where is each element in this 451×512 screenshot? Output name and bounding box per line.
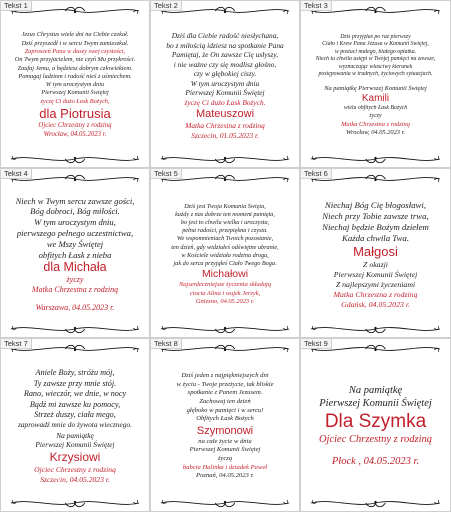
- verse-line: Niechaj Bóg Cię błogosławi,: [324, 199, 427, 210]
- recipient-name: Krzysiowi: [49, 450, 101, 465]
- date-line: Płock , 04.05.2023 r.: [331, 456, 420, 467]
- verse-line: pełna radości, przepiękna i czysta.: [182, 227, 268, 235]
- recipient-name: dla Michała: [43, 260, 107, 275]
- tile-text: [305, 186, 446, 323]
- verse-line: obfitych Łask z nieba: [38, 249, 112, 260]
- verse-line: Pierwszej Komunii Świętej: [35, 440, 115, 450]
- ornament-bottom-icon: [307, 323, 444, 335]
- verse-line: Jezus Chrystus wiele dni na Ciebie czekał.: [21, 31, 129, 39]
- verse-line: Niechaj będzie Bożym dziełem: [322, 221, 429, 232]
- tile-text: [5, 356, 145, 497]
- verse-line: Dziś jeden z najpiękniejszych dni: [181, 372, 269, 380]
- text-tile-4[interactable]: [0, 168, 150, 338]
- recipient-name: dla Piotrusia: [39, 106, 111, 122]
- text-tile-3[interactable]: [300, 0, 451, 168]
- verse-line: Niech ta chwila ustępi w Twojej pamięci na zawsze,: [315, 56, 436, 63]
- verse-line: We wspomnieniach Twoich pozostanie,: [176, 235, 274, 243]
- date-line: Szczecin, 01.05.2023 r.: [191, 130, 259, 140]
- verse-line: jak do serca przyjąłeś Ciało Twego Boga.: [173, 260, 277, 267]
- text-tile-6[interactable]: [300, 168, 451, 338]
- tile-text: [305, 18, 446, 153]
- verse-line: Bóg dobroci, Bóg miłości.: [30, 206, 120, 217]
- verse-line: wyznaczając właściwy kierunek: [338, 63, 413, 70]
- date-line: Szczecin, 04.05.2023 r.: [40, 474, 110, 484]
- verse-line: we Mszy Świętej: [46, 238, 104, 249]
- tile-label: Tekst 4: [1, 169, 32, 179]
- verse-line: Zaufaj Jemu, a będziesz dobrym człowiekiem.: [17, 64, 133, 72]
- ornament-bottom-icon: [7, 497, 143, 509]
- ornament-bottom-icon: [157, 153, 293, 165]
- verse-line: głęboko w pamięci i w sercu!: [186, 406, 264, 414]
- verse-line: Pierwszej Komunii Świętej: [189, 446, 261, 454]
- verse-line: i nie ważne czy się modlisz głośno,: [173, 59, 277, 69]
- verse-line: Na pamiątkę: [348, 385, 403, 396]
- verse-line: postępowania w trudnych, życiowych sytuacjach.: [318, 71, 433, 78]
- ornament-bottom-icon: [157, 497, 293, 509]
- date-line: Wrocław, 04.05.2023 r.: [346, 129, 405, 137]
- recipient-name: Dla Szymka: [324, 411, 427, 432]
- verse-line: na całe życie w dniu: [198, 437, 252, 445]
- verse-line: Ty zawsze przy mnie stój.: [33, 378, 117, 388]
- verse-line: w Kościele widziała rodzina droga,: [181, 251, 269, 259]
- ornament-bottom-icon: [157, 323, 293, 335]
- verse-line: życzy: [369, 113, 382, 120]
- signature-line: Matka Chrzestna z rodziną: [341, 120, 410, 128]
- verse-line: Pierwszej Komunii Świętej: [41, 89, 109, 97]
- verse-line: Strzeż duszy, ciała mego,: [34, 410, 116, 420]
- date-line: Gdańsk, 04.05.2023 r.: [341, 299, 410, 309]
- verse-line: Dziś dla Ciebie radość niesłychana,: [171, 31, 279, 40]
- signature-line: Ojciec Chrzestny z rodziną: [34, 465, 116, 475]
- verse-line: Aniele Boży, stróżu mój,: [35, 368, 115, 378]
- tile-label: Tekst 8: [151, 339, 182, 349]
- verse-line: Na pamiątkę Pierwszej Komunii Świętej: [324, 85, 427, 93]
- tile-label: Tekst 5: [151, 169, 182, 179]
- text-tile-2[interactable]: [150, 0, 300, 168]
- verse-line: Pierwszej Komunii Świętej: [185, 88, 265, 97]
- verse-line: każdy z nas dobrze ten moment pamięta,: [175, 210, 275, 218]
- signature-line: babcia Halinka i dziadek Paweł: [182, 463, 268, 471]
- verse-line: zaprowadź mnie do żywota wiecznego.: [17, 420, 133, 430]
- recipient-name: Kamili: [361, 93, 390, 105]
- verse-line: W tym uroczystym dniu,: [34, 217, 116, 228]
- verse-line: bo z miłością idziesz na spotkanie Pana: [166, 40, 284, 50]
- verse-line: Z najlepszymi życzeniami: [335, 279, 416, 289]
- verse-line: Dziś jest Twoja Komunia Święta,: [184, 202, 266, 210]
- verse-line: Na pamiątkę: [56, 430, 94, 440]
- tile-label: Tekst 6: [301, 169, 332, 179]
- verse-line: Niech w Twym sercu zawsze gości,: [15, 195, 135, 206]
- verse-line: Obfitych Łask Bożych: [196, 415, 254, 423]
- verse-line: Pamiętaj, że On zawsze Cię usłyszy,: [171, 50, 279, 59]
- tile-text: [155, 186, 295, 323]
- recipient-name: Małgosi: [353, 243, 398, 259]
- signature-line: Ojciec Chrzestny z rodziną: [318, 434, 433, 445]
- verse-line: W tym uroczystym dniu: [190, 78, 260, 88]
- tile-label: Tekst 2: [151, 1, 182, 11]
- ornament-bottom-icon: [7, 153, 143, 165]
- signature-line: Najserdeczniejsze życzenia składają: [178, 281, 272, 289]
- ornament-bottom-icon: [307, 153, 444, 165]
- verse-line: życzę Ci dużo Łask Bożych.: [184, 97, 266, 107]
- ornament-bottom-icon: [307, 497, 444, 509]
- verse-line: wielu obfitych Łask Bożych: [343, 105, 408, 112]
- verse-line: Zachowaj ten dzień: [199, 398, 251, 406]
- tile-label: Tekst 9: [301, 339, 332, 349]
- text-tile-5[interactable]: [150, 168, 300, 338]
- verse-line: spotkanie z Panem Jezusem.: [187, 389, 263, 397]
- verse-line: czy w głębokiej ciszy.: [193, 69, 257, 78]
- recipient-name: Mateuszowi: [195, 108, 255, 120]
- date-line: Warszawa, 04.05.2023 r.: [35, 303, 115, 313]
- signature-line: Matka Chrzestna z rodziną: [185, 121, 265, 130]
- signature-line: Matka Chrzestna z rodziną: [333, 289, 418, 299]
- date-line: Poznań, 04.05.2023 r.: [196, 472, 254, 480]
- recipient-name: Michałowi: [201, 268, 249, 281]
- verse-line: W tym uroczystym dniu: [45, 81, 105, 89]
- verse-line: w postaci małego, białego opłatka.: [334, 48, 417, 55]
- signature-line: ciocia Alina i wujek Jerzyk,: [189, 289, 261, 297]
- date-line: Gniezno, 04.05.2023 r.: [195, 298, 255, 306]
- verse-line: Bądź mi zawsze ku pomocy,: [29, 399, 121, 409]
- text-tile-1[interactable]: [0, 0, 150, 168]
- tile-text: [305, 356, 446, 497]
- verse-line: Zaproszeń Pana w duszy swej czystości,: [24, 47, 126, 55]
- recipient-name: Szymonowi: [196, 424, 254, 437]
- text-tile-8[interactable]: [150, 338, 300, 512]
- verse-line: Pomagaj ludziom i radość nieś z uśmiechem.: [18, 72, 132, 80]
- tile-text: [5, 18, 145, 153]
- verse-line: pierwszego pełnego uczestnictwa,: [16, 228, 134, 238]
- tile-text: [155, 356, 295, 497]
- tile-text: [155, 18, 295, 153]
- verse-line: ten dzień, gdy widziałeś odświętne ubranie,: [171, 243, 279, 251]
- verse-line: Ciało i Krew Pana Jezusa w Komunii Świętej,: [322, 41, 429, 48]
- verse-line: Pierwszej Komunii Świętej: [319, 398, 432, 409]
- ornament-bottom-icon: [7, 323, 143, 335]
- signature-line: Matka Chrzestna z rodziną: [31, 285, 119, 295]
- verse-line: Każda chwila Twa.: [341, 232, 410, 243]
- tile-text: [5, 186, 145, 323]
- text-tile-7[interactable]: [0, 338, 150, 512]
- tile-label: Tekst 3: [301, 1, 332, 11]
- verse-line: Z okazji: [363, 259, 388, 269]
- verse-line: Dziś przyszedł i w sercu Twym zamieszkał.: [21, 39, 129, 47]
- verse-line: życzą: [217, 454, 233, 462]
- verse-line: bo jest to chwila wielka i uroczysta,: [180, 218, 270, 226]
- verse-line: życzę Ci dużo Łask Bożych,: [40, 97, 110, 105]
- verse-line: Pierwszej Komunii Świętej: [333, 269, 418, 279]
- verse-line: w życiu - Twoje przeżycie, tak bliskie: [176, 380, 274, 388]
- verse-line: Niech przy Tobie zawsze trwa,: [322, 210, 429, 221]
- verse-line: Rano, wieczór, we dnie, w nocy: [23, 389, 127, 399]
- verse-line: On Twym przyjacielem, nie czyń Mu przykrości.: [14, 56, 136, 64]
- date-line: Wrocław, 04.05.2023 r.: [43, 130, 107, 138]
- text-tile-9[interactable]: [300, 338, 451, 512]
- signature-line: Ojciec Chrzestny z rodziną: [38, 122, 112, 130]
- tile-label: Tekst 7: [1, 339, 32, 349]
- verse-line: życzy: [66, 275, 84, 285]
- verse-line: Dziś przyjęłaś po raz pierwszy: [340, 33, 411, 40]
- tile-label: Tekst 1: [1, 1, 32, 11]
